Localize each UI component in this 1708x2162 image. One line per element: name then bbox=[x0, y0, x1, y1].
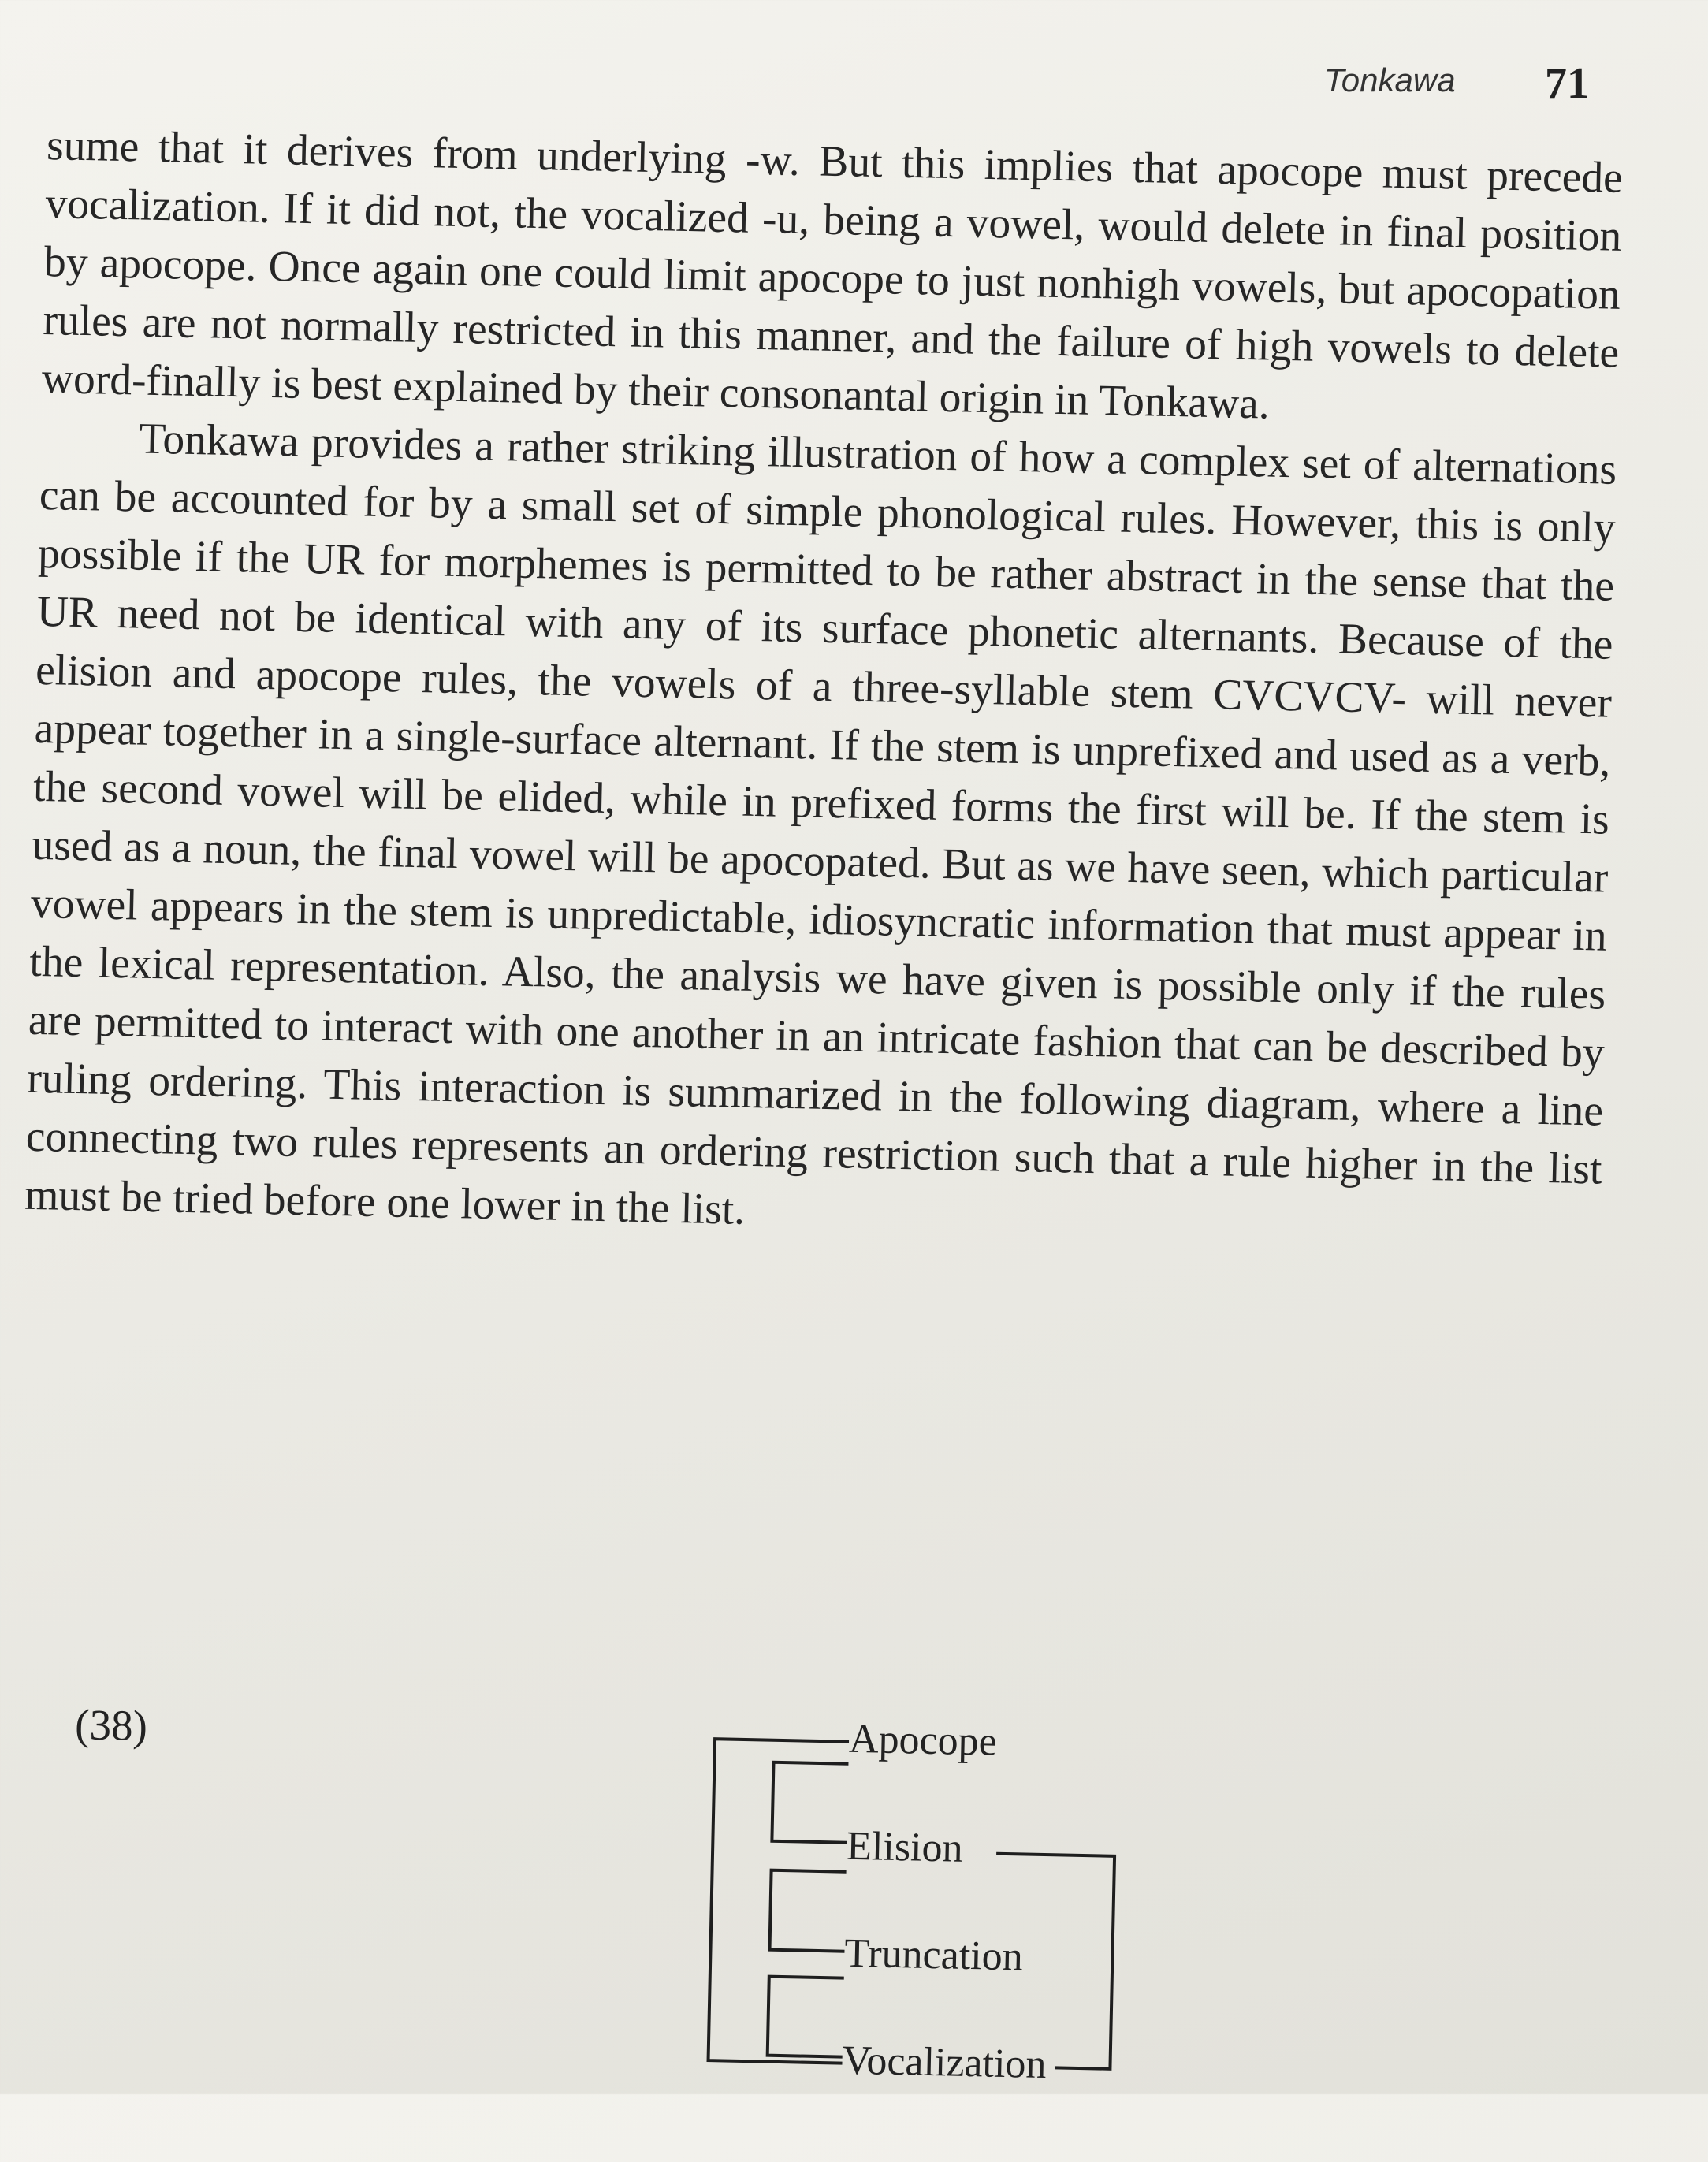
rule-label-truncation: Truncation bbox=[843, 1930, 1024, 1980]
paragraph-continued: sume that it derives from underlying -w. But this implies that apocope must precede vocalization. If it did not, the vocalized -u, being a vowel, would delete in final position by apocope. Once again one could limit apocope to just nonhigh vowels, but apocopation rules are not normally restricted in this manner, and the failure of high vowels to delete word-finally is best explained by their consonantal origin in Tonkawa. bbox=[41, 121, 1624, 429]
bracket-apocope-elision bbox=[772, 1762, 848, 1843]
rule-ordering-diagram bbox=[683, 1699, 1165, 2119]
rule-label-apocope: Apocope bbox=[848, 1716, 998, 1765]
paragraph-tonkawa-summary: Tonkawa provides a rather striking illustration of how a complex set of alternations can be accounted for by a small set of simple phonological rules. However, this is only possible if the UR for morphemes is permitted to be rather abstract in the sense that the UR need not be identical with any of its surface phonetic alternants. Because of the elision and apocope rules, the vowels of a three-syllable stem CVCVCV- will never appear together in a single-surface alternant. If the stem is unprefixed and used as a verb, the second vowel will be elided, while in prefixed forms the first will be. If the stem is used as a noun, the final vowel will be apocopated. But as we have seen, which particular vowel appears in the stem is unpredictable, idiosyncratic information that must appear in the lexical representation. Also, the analysis we have given is possible only if the rules are permitted to interact with one another in an intricate fashion that can be described by ruling ordering. This interaction is summarized in the following diagram, where a line connecting two rules represents an ordering restriction such that a rule higher in the list must be tried before one lower in the list. bbox=[24, 415, 1617, 1234]
body-text bbox=[24, 117, 1624, 2088]
bracket-truncation-vocalization bbox=[768, 1977, 844, 2057]
running-title: Tonkawa bbox=[1324, 61, 1456, 99]
page-number: 71 bbox=[1545, 59, 1589, 108]
page-header bbox=[1301, 61, 1600, 125]
example-38 bbox=[6, 1685, 1708, 2162]
bracket-apocope-vocalization bbox=[709, 1739, 850, 2063]
bracket-elision-truncation bbox=[769, 1870, 846, 1952]
rule-label-vocalization: Vocalization bbox=[841, 2037, 1047, 2088]
rule-label-elision: Elision bbox=[846, 1823, 964, 1871]
example-number: (38) bbox=[74, 1700, 148, 1751]
